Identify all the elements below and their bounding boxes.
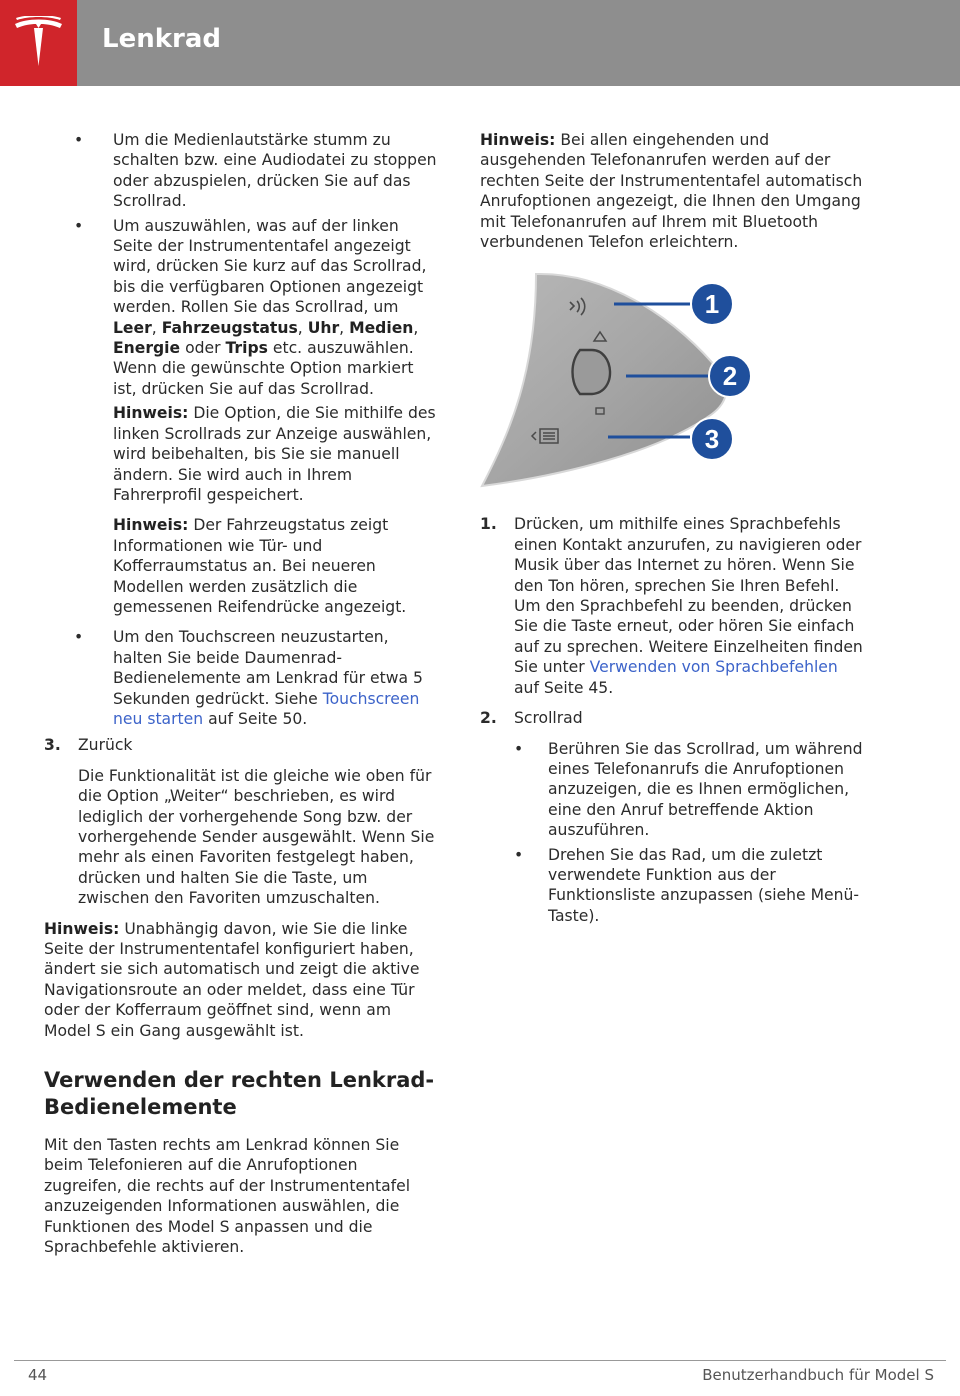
numbered-item bbox=[44, 735, 438, 755]
bullet-dot: • bbox=[74, 216, 84, 235]
bullet-text: etc. auszuwählen. Wenn die gewünschte Option markiert ist, drücken Sie auf das Scrollrad. bbox=[113, 339, 414, 398]
list-item bbox=[44, 627, 438, 729]
bullet-dot: • bbox=[514, 845, 524, 864]
callout-1-label: 1 bbox=[704, 289, 720, 320]
conjunction: oder bbox=[185, 339, 221, 358]
note-text: Der Fahrzeugstatus zeigt Informationen wie Tür- und Kofferraumstatus an. Bei neueren Modellen werden zusätzlich die gemessenen Reifendrücke angezeigt. bbox=[113, 516, 407, 616]
page-number: 44 bbox=[28, 1366, 48, 1384]
option-uhr: Uhr bbox=[307, 318, 340, 337]
note-paragraph bbox=[44, 919, 438, 1041]
page-title: Lenkrad bbox=[102, 24, 221, 54]
bullet-text: Um den Touchscreen neuzustarten, halten Sie beide Daumenrad-Bedienelemente am Lenkrad für etwa 5 Sekunden gedrückt. Siehe bbox=[113, 628, 423, 708]
bullet-text: auf Seite 50. bbox=[208, 709, 308, 728]
note-paragraph bbox=[44, 403, 438, 505]
note-text: Die Option, die Sie mithilfe des linken Scrollrads zur Anzeige auswählen, wird beibehalten, bis Sie sie manuell ändern. Sie wird auch in Ihrem Fahrerprofil gespeichert. bbox=[113, 404, 436, 504]
right-column bbox=[480, 130, 864, 930]
note-text: Unabhängig davon, wie Sie die linke Seite der Instrumententafel konfiguriert haben, ändert sie sich automatisch und zeigt die aktive Navigationsroute an oder meldet, dass eine Tür oder der Kofferraum geöffnet sind, wenn am Model S ein Gang ausgewählt ist. bbox=[44, 919, 420, 1040]
callout-3-label: 3 bbox=[704, 424, 720, 455]
item-title: Zurück bbox=[78, 736, 133, 755]
voice-commands-link[interactable]: Verwenden von Sprachbefehlen bbox=[589, 658, 838, 677]
tesla-t-icon bbox=[13, 16, 64, 70]
note-label: Hinweis: bbox=[480, 131, 556, 149]
scroll-wheel-icon bbox=[573, 350, 611, 394]
option-fahrzeugstatus: Fahrzeugstatus bbox=[161, 318, 298, 337]
option-leer: Leer bbox=[113, 318, 152, 337]
section-heading: Verwenden der rechten Lenkrad-Bedienelemente bbox=[44, 1068, 435, 1120]
bullet-dot: • bbox=[74, 131, 84, 149]
note-paragraph bbox=[480, 130, 864, 252]
note-label: Hinweis: bbox=[113, 404, 189, 423]
bullet-text: Um auszuwählen, was auf der linken Seite der Instrumententafel angezeigt wird, drücken Sie kurz auf das Scrollrad, bis die verfügbaren Optionen angezeigt werden. Rollen Sie das Scrollrad, um bbox=[113, 216, 427, 317]
note-label: Hinweis: bbox=[44, 919, 120, 938]
note-paragraph bbox=[44, 515, 438, 617]
steering-wheel-buttons-figure bbox=[480, 262, 780, 494]
footer-divider bbox=[14, 1360, 946, 1361]
callout-2-label: 2 bbox=[722, 361, 738, 392]
bullet-text: Berühren Sie das Scrollrad, um während eines Telefonanrufs die Anrufoptionen anzuzeigen, die es Ihnen ermöglichen, eine den Anruf betreffende Aktion auszuführen. bbox=[548, 739, 863, 840]
item-number: 3. bbox=[44, 736, 61, 755]
list-item bbox=[44, 130, 438, 212]
note-label: Hinweis: bbox=[113, 516, 189, 535]
option-energie: Energie bbox=[113, 339, 181, 358]
item-number: 2. bbox=[480, 709, 497, 728]
option-trips: Trips bbox=[225, 339, 268, 358]
item-body: Die Funktionalität ist die gleiche wie oben für die Option „Weiter“ beschrieben, es wird lediglich der vorhergehende Song bzw. der vorhergehende Sender ausgewählt. Wenn Sie mehr als einen Favoriten festgelegt haben, drücken und halten Sie die Taste, um zwischen den Favoriten umzuschalten. bbox=[78, 766, 435, 908]
list-item: • Um auszuwählen, was auf der linken Seite der Instrumententafel angezeigt wird, drücken Sie kurz auf das Scrollrad, bis die verfügbaren Optionen angezeigt werden. Rollen Sie das Scrollrad, um Leer, Fahrzeugstatus, Uhr, Medien, Energie oder Trips etc. auszuwählen. Wenn die gewünschte Option markiert ist, drücken Sie auf das Scrollrad. bbox=[74, 216, 427, 398]
numbered-item bbox=[480, 708, 864, 728]
bullet-dot: • bbox=[74, 628, 84, 647]
option-medien: Medien bbox=[349, 318, 414, 337]
bullet-text: Drehen Sie das Rad, um die zuletzt verwendete Funktion aus der Funktionsliste anzupassen (siehe Menü-Taste). bbox=[548, 845, 860, 925]
bullet-dot: • bbox=[514, 739, 524, 758]
tesla-logo bbox=[0, 0, 77, 86]
item-title: Scrollrad bbox=[514, 709, 583, 728]
list-item bbox=[480, 739, 864, 841]
item-text: auf Seite 45. bbox=[514, 678, 614, 697]
item-number: 1. bbox=[480, 515, 497, 534]
bullet-text: Um die Medienlautstärke stumm zu schalten bzw. eine Audiodatei zu stoppen oder abzuspielen, drücken Sie auf das Scrollrad. bbox=[113, 131, 437, 211]
numbered-item bbox=[480, 514, 864, 698]
page-header bbox=[0, 0, 960, 86]
figure-svg bbox=[480, 262, 780, 494]
item-text: Drücken, um mithilfe eines Sprachbefehls einen Kontakt anzurufen, zu navigieren oder Musik über das Internet zu hören. Wenn Sie den Ton hören, sprechen Sie Ihren Befehl. Um den Sprachbefehl zu beenden, drücken Sie die Taste erneut, oder hören Sie einfach auf zu sprechen. Weitere Einzelheiten finden Sie unter bbox=[514, 515, 863, 677]
section-paragraph: Mit den Tasten rechts am Lenkrad können Sie beim Telefonieren auf die Anrufoptionen zugreifen, die rechts auf der Instrumententafel anzuzeigenden Informationen auswählen, die Funktionen des Model S anpassen und die Sprachbefehle aktivieren. bbox=[44, 1136, 411, 1257]
note-text: Bei allen eingehenden und ausgehenden Telefonanrufen werden auf der rechten Seite der Instrumententafel automatisch Anrufoptionen angezeigt, die Ihnen den Umgang mit Telefonanrufen auf Ihrem mit Bluetooth verbundenen Telefon erleichtern. bbox=[480, 131, 863, 252]
list-item bbox=[480, 845, 864, 927]
touchscreen-restart-link[interactable]: Touchscreen neu starten bbox=[113, 689, 420, 728]
left-column bbox=[44, 130, 438, 1268]
footer-title: Benutzerhandbuch für Model S bbox=[702, 1366, 934, 1384]
